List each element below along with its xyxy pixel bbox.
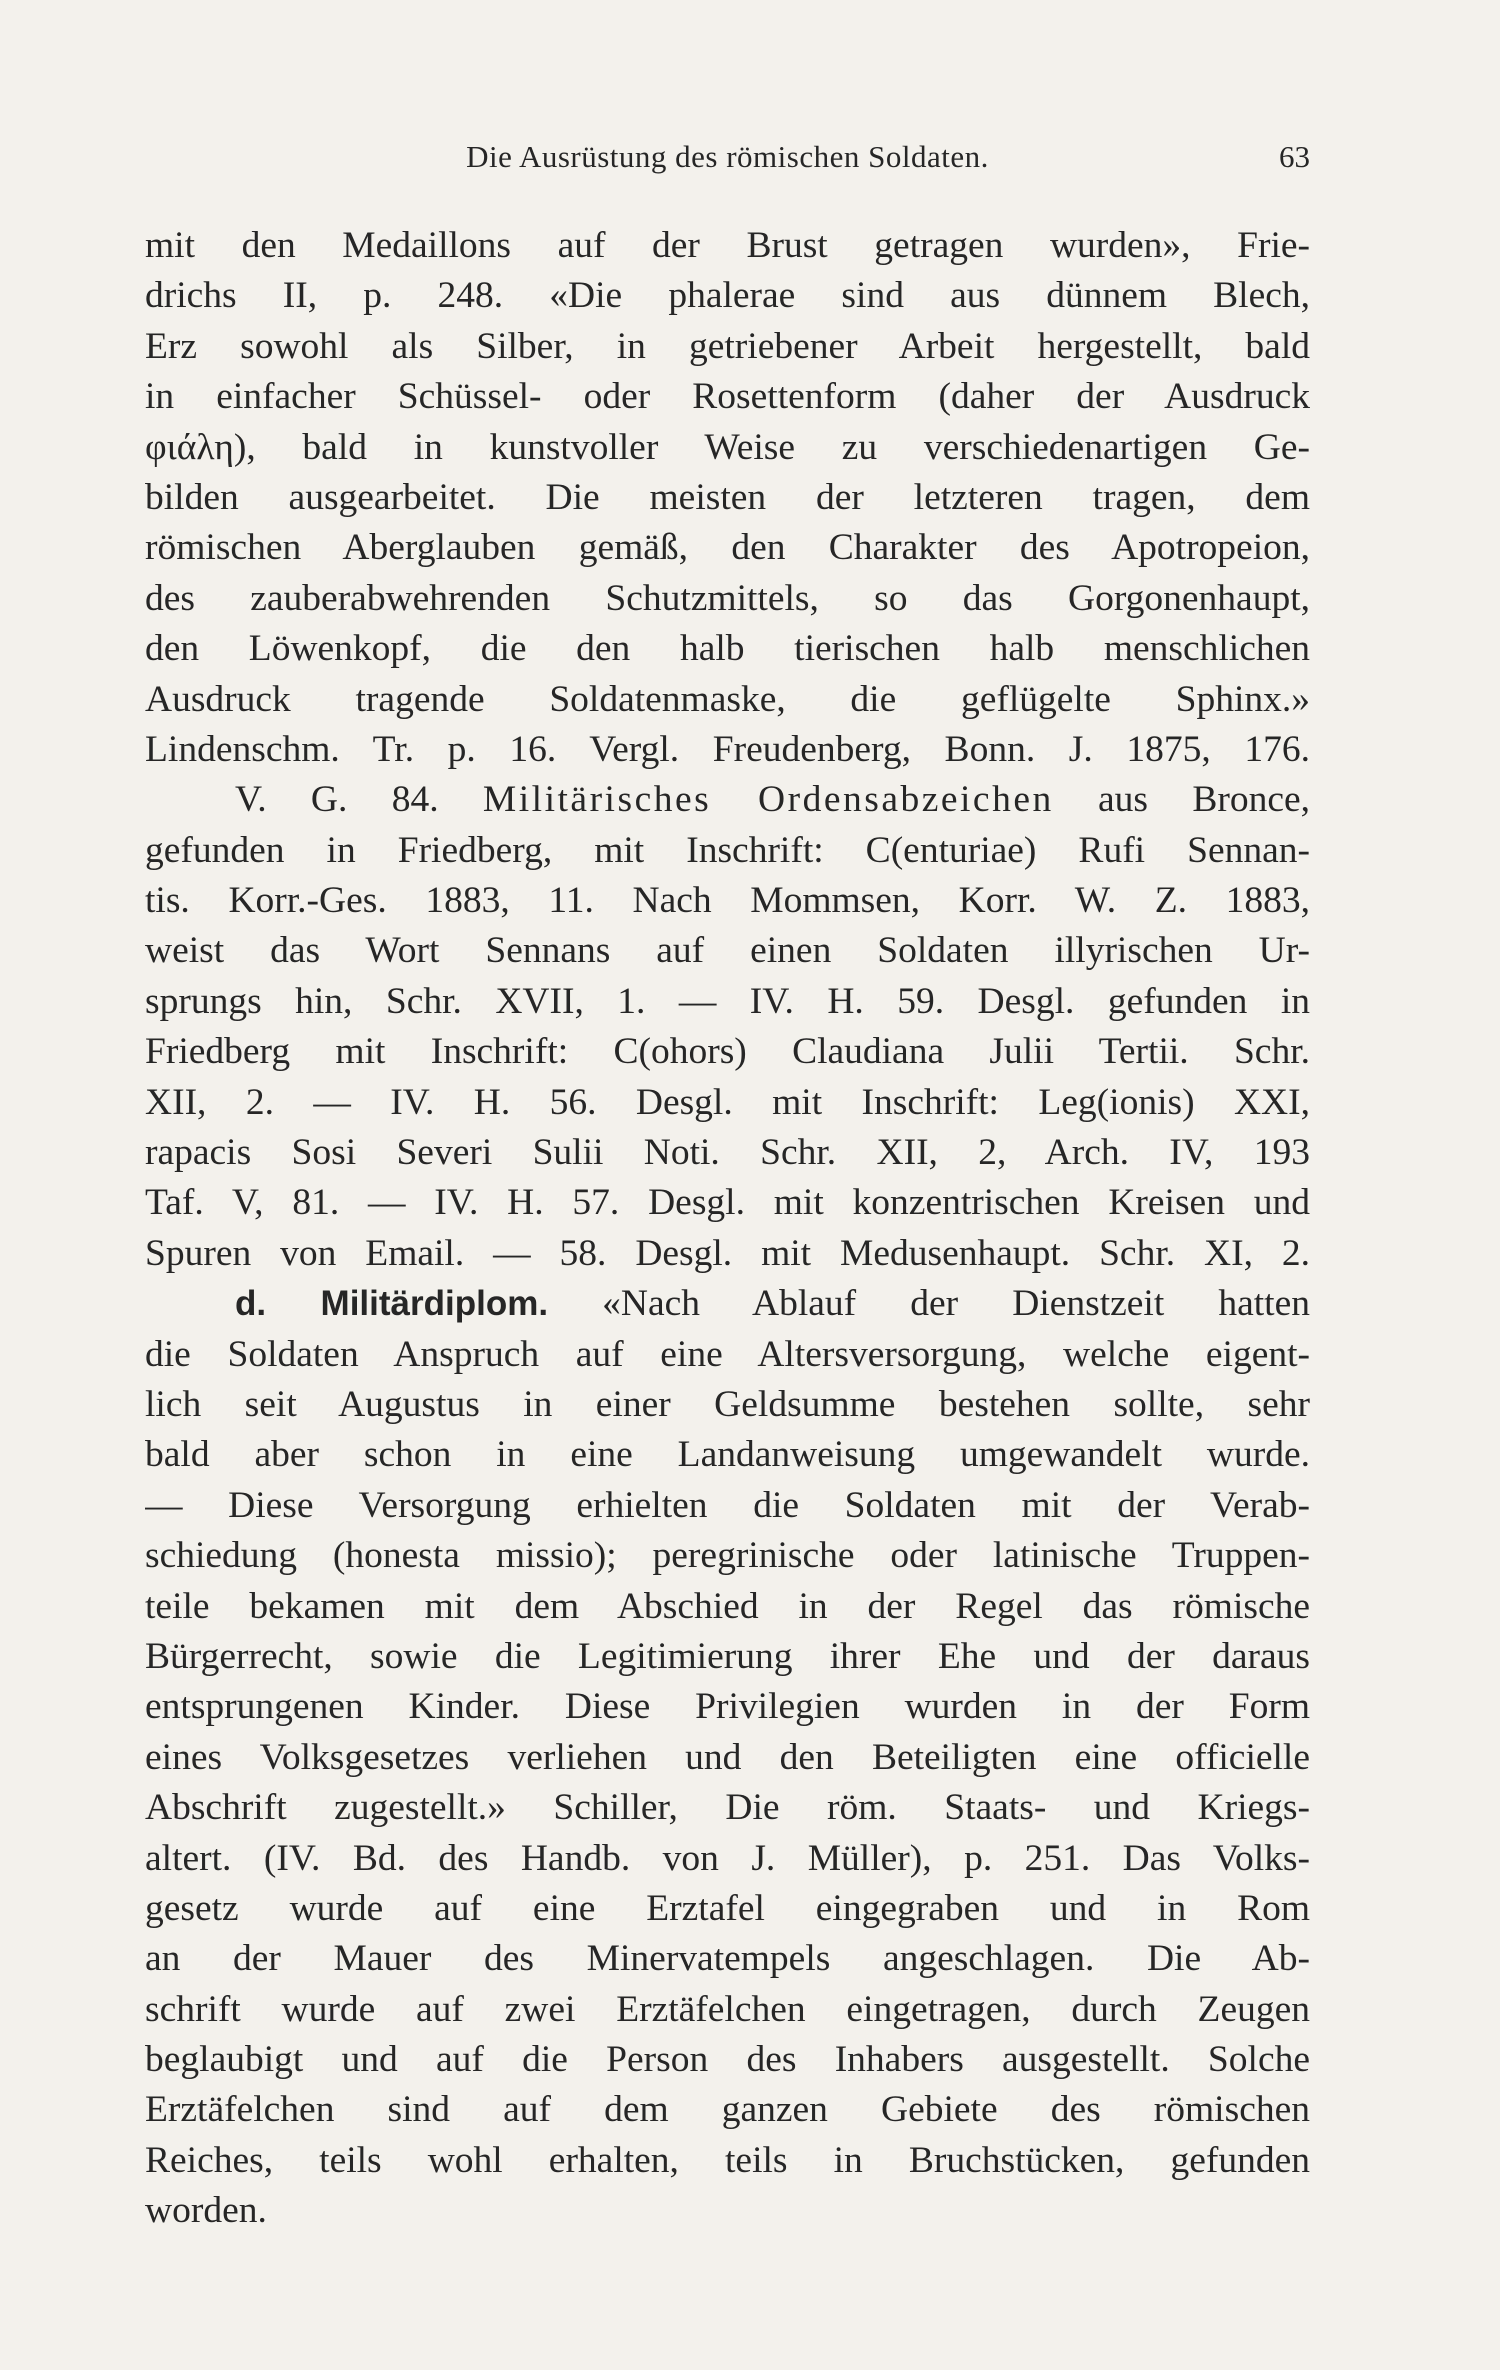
line-text: worden. [145, 2190, 267, 2232]
text-line [145, 1430, 1310, 1480]
line-text: entsprungenen Kinder. Diese Privilegien wurden in der Form [145, 1686, 1310, 1728]
text-line [145, 271, 1310, 321]
line-text: rapacis Sosi Severi Sulii Noti. Schr. XII, 2, Arch. IV, 193 [145, 1132, 1310, 1174]
line-text: eines Volksgesetzes verliehen und den Beteiligten eine officielle [145, 1736, 1310, 1778]
entry-title: Militärisches Ordensabzeichen [482, 779, 1054, 821]
line-text: aus Bronce, [1098, 779, 1310, 821]
text-line [145, 1884, 1310, 1934]
line-text: tis. Korr.-Ges. 1883, 11. Nach Mommsen, Korr. W. Z. 1883, [145, 880, 1310, 922]
text-line [145, 977, 1310, 1027]
line-text: lich seit Augustus in einer Geldsumme bestehen sollte, sehr [145, 1383, 1310, 1425]
text-line [145, 1380, 1310, 1430]
text-line [145, 926, 1310, 976]
line-text: «Nach Ablauf der Dienstzeit hatten [602, 1283, 1310, 1325]
page-number: 63 [1279, 139, 1310, 174]
line-text: Bürgerrecht, sowie die Legitimierung ihrer Ehe und der daraus [145, 1635, 1310, 1677]
line-text: Abschrift zugestellt.» Schiller, Die röm. Staats- und Kriegs- [145, 1787, 1310, 1829]
line-text: schrift wurde auf zwei Erztäfelchen eingetragen, durch Zeugen [145, 1988, 1310, 2030]
text-line [145, 826, 1310, 876]
line-text: teile bekamen mit dem Abschied in der Regel das römische [145, 1585, 1310, 1627]
text-line [145, 221, 1310, 271]
text-line [145, 1632, 1310, 1682]
line-text: an der Mauer des Minervatempels angeschlagen. Die Ab- [145, 1938, 1310, 1980]
text-line [145, 1027, 1310, 1077]
text-line [145, 473, 1310, 523]
text-line [145, 2035, 1310, 2085]
line-text: den Löwenkopf, die den halb tierischen halb menschlichen [145, 628, 1310, 670]
text-line [145, 1985, 1310, 2035]
line-text: beglaubigt und auf die Person des Inhabers ausgestellt. Solche [145, 2039, 1310, 2081]
text-line [145, 675, 1310, 725]
line-text: sprungs hin, Schr. XVII, 1. — IV. H. 59. Desgl. gefunden in [145, 980, 1310, 1022]
text-line [145, 725, 1310, 775]
entry-reference: V. G. 84. [235, 779, 439, 821]
line-text: gefunden in Friedberg, mit Inschrift: C(enturiae) Rufi Sennan- [145, 829, 1310, 871]
text-line [145, 624, 1310, 674]
text-line [145, 1934, 1310, 1984]
text-line [145, 1531, 1310, 1581]
line-text: Taf. V, 81. — IV. H. 57. Desgl. mit konzentrischen Kreisen und [145, 1182, 1310, 1224]
line-text: φιάλη), bald in kunstvoller Weise zu verschiedenartigen Ge- [145, 426, 1310, 468]
line-text: — Diese Versorgung erhielten die Soldaten mit der Verab- [145, 1484, 1310, 1526]
text-line [145, 1682, 1310, 1732]
text-line [145, 1834, 1310, 1884]
line-text: die Soldaten Anspruch auf eine Altersversorgung, welche eigent- [145, 1333, 1310, 1375]
text-line [145, 775, 1310, 825]
line-text: Erztäfelchen sind auf dem ganzen Gebiete des römischen [145, 2089, 1310, 2131]
running-title: Die Ausrüstung des römischen Soldaten. [466, 139, 989, 174]
line-text: mit den Medaillons auf der Brust getragen wurden», Frie- [145, 225, 1310, 266]
text-line [145, 322, 1310, 372]
line-text: bald aber schon in eine Landanweisung umgewandelt wurde. [145, 1434, 1310, 1476]
section-heading: d. Militärdiplom. [235, 1284, 549, 1324]
text-line [145, 372, 1310, 422]
line-text: Lindenschm. Tr. p. 16. Vergl. Freudenberg, Bonn. J. 1875, 176. [145, 728, 1310, 770]
line-text: weist das Wort Sennans auf einen Soldaten illyrischen Ur- [145, 930, 1310, 972]
line-text: altert. (IV. Bd. des Handb. von J. Müller), p. 251. Das Volks- [145, 1837, 1310, 1879]
text-line [145, 1178, 1310, 1228]
text-line [145, 1279, 1310, 1329]
line-text: drichs II, p. 248. «Die phalerae sind aus dünnem Blech, [145, 275, 1310, 317]
text-line [145, 1783, 1310, 1833]
body-text [145, 221, 1310, 2237]
text-line [145, 1582, 1310, 1632]
text-line [145, 2136, 1310, 2186]
line-text: Spuren von Email. — 58. Desgl. mit Medusenhaupt. Schr. XI, 2. [145, 1232, 1310, 1274]
text-line [145, 2085, 1310, 2135]
text-line [145, 1229, 1310, 1279]
line-text: XII, 2. — IV. H. 56. Desgl. mit Inschrift: Leg(ionis) XXI, [145, 1081, 1310, 1123]
line-text: Reiches, teils wohl erhalten, teils in Bruchstücken, gefunden [145, 2139, 1310, 2181]
running-head [145, 132, 1310, 182]
line-text: des zauberabwehrenden Schutzmittels, so das Gorgonenhaupt, [145, 577, 1310, 619]
text-line [145, 876, 1310, 926]
text-line [145, 1128, 1310, 1178]
text-line [145, 1078, 1310, 1128]
line-text: Erz sowohl als Silber, in getriebener Arbeit hergestellt, bald [145, 325, 1310, 367]
line-text: gesetz wurde auf eine Erztafel eingegraben und in Rom [145, 1887, 1310, 1929]
line-text: schiedung (honesta missio); peregrinische oder latinische Truppen- [145, 1535, 1310, 1577]
text-line [145, 1330, 1310, 1380]
line-text: Ausdruck tragende Soldatenmaske, die geflügelte Sphinx.» [145, 678, 1310, 720]
text-line [145, 1733, 1310, 1783]
text-line [145, 423, 1310, 473]
text-line [145, 2186, 1310, 2236]
line-text: römischen Aberglauben gemäß, den Charakter des Apotropeion, [145, 527, 1310, 569]
text-line [145, 523, 1310, 573]
line-text: bilden ausgearbeitet. Die meisten der letzteren tragen, dem [145, 476, 1310, 518]
text-line [145, 1481, 1310, 1531]
text-line [145, 574, 1310, 624]
line-text: Friedberg mit Inschrift: C(ohors) Claudiana Julii Tertii. Schr. [145, 1031, 1310, 1073]
line-text: in einfacher Schüssel- oder Rosettenform (daher der Ausdruck [145, 376, 1310, 418]
